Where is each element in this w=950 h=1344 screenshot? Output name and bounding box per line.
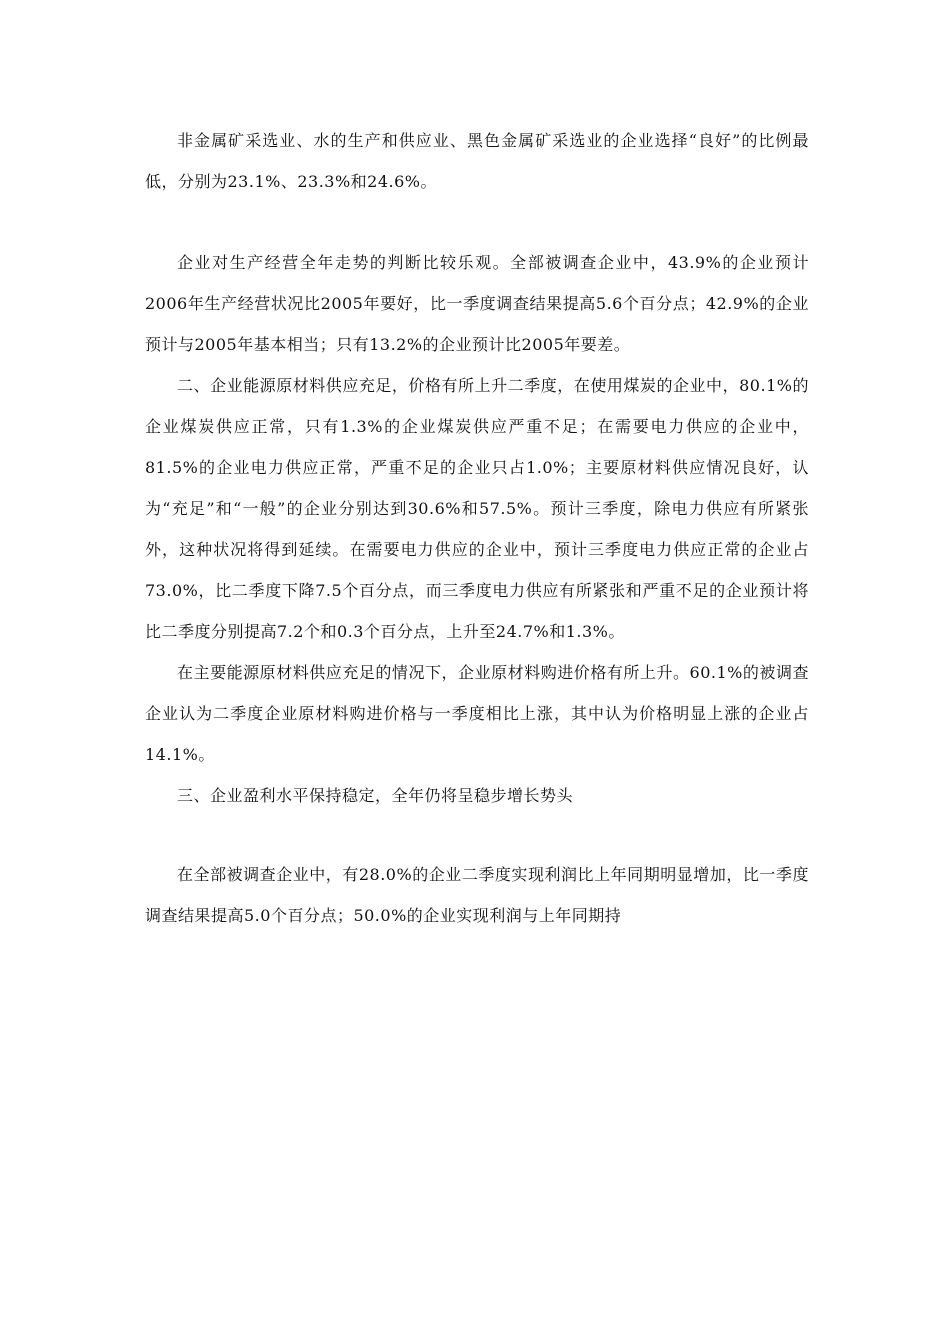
section-three-heading: 三、企业盈利水平保持稳定，全年仍将呈稳步增长势头 — [177, 786, 574, 805]
paragraph-spacer — [145, 202, 809, 242]
document-page — [145, 120, 809, 936]
paragraph-profit-results: 在全部被调查企业中，有28.0%的企业二季度实现利润比上年同期明显增加，比一季度调查结果提高5.0个百分点；50.0%的企业实现利润与上年同期持 — [145, 865, 809, 925]
paragraph-material-prices: 在主要能源原材料供应充足的情况下，企业原材料购进价格有所上升。60.1%的被调查企业认为二季度企业原材料购进价格与一季度相比上涨，其中认为价格明显上涨的企业占14.1%。 — [145, 663, 809, 764]
paragraph-annual-outlook: 企业对生产经营全年走势的判断比较乐观。全部被调查企业中，43.9%的企业预计2006年生产经营状况比2005年要好，比一季度调查结果提高5.6个百分点；42.9%的企业预计与2005年基本相当；只有13.2%的企业预计比2005年要差。 — [145, 253, 809, 354]
paragraph-good-ratio-lowest: 非金属矿采选业、水的生产和供应业、黑色金属矿采选业的企业选择“良好”的比例最低，分别为23.1%、23.3%和24.6%。 — [145, 131, 809, 191]
paragraph-section-two-supply: 二、企业能源原材料供应充足，价格有所上升二季度，在使用煤炭的企业中，80.1%的企业煤炭供应正常，只有1.3%的企业煤炭供应严重不足；在需要电力供应的企业中，81.5%的企业电力供应正常，严重不足的企业只占1.0%；主要原材料供应情况良好，认为“充足”和“一般”的企业分别达到30.6%和57.5%。预计三季度，除电力供应有所紧张外，这种状况将得到延续。在需要电力供应的企业中，预计三季度电力供应正常的企业占73.0%，比二季度下降7.5个百分点，而三季度电力供应有所紧张和严重不足的企业预计将比二季度分别提高7.2个和0.3个百分点，上升至24.7%和1.3%。 — [145, 376, 809, 641]
paragraph-spacer — [145, 816, 809, 854]
